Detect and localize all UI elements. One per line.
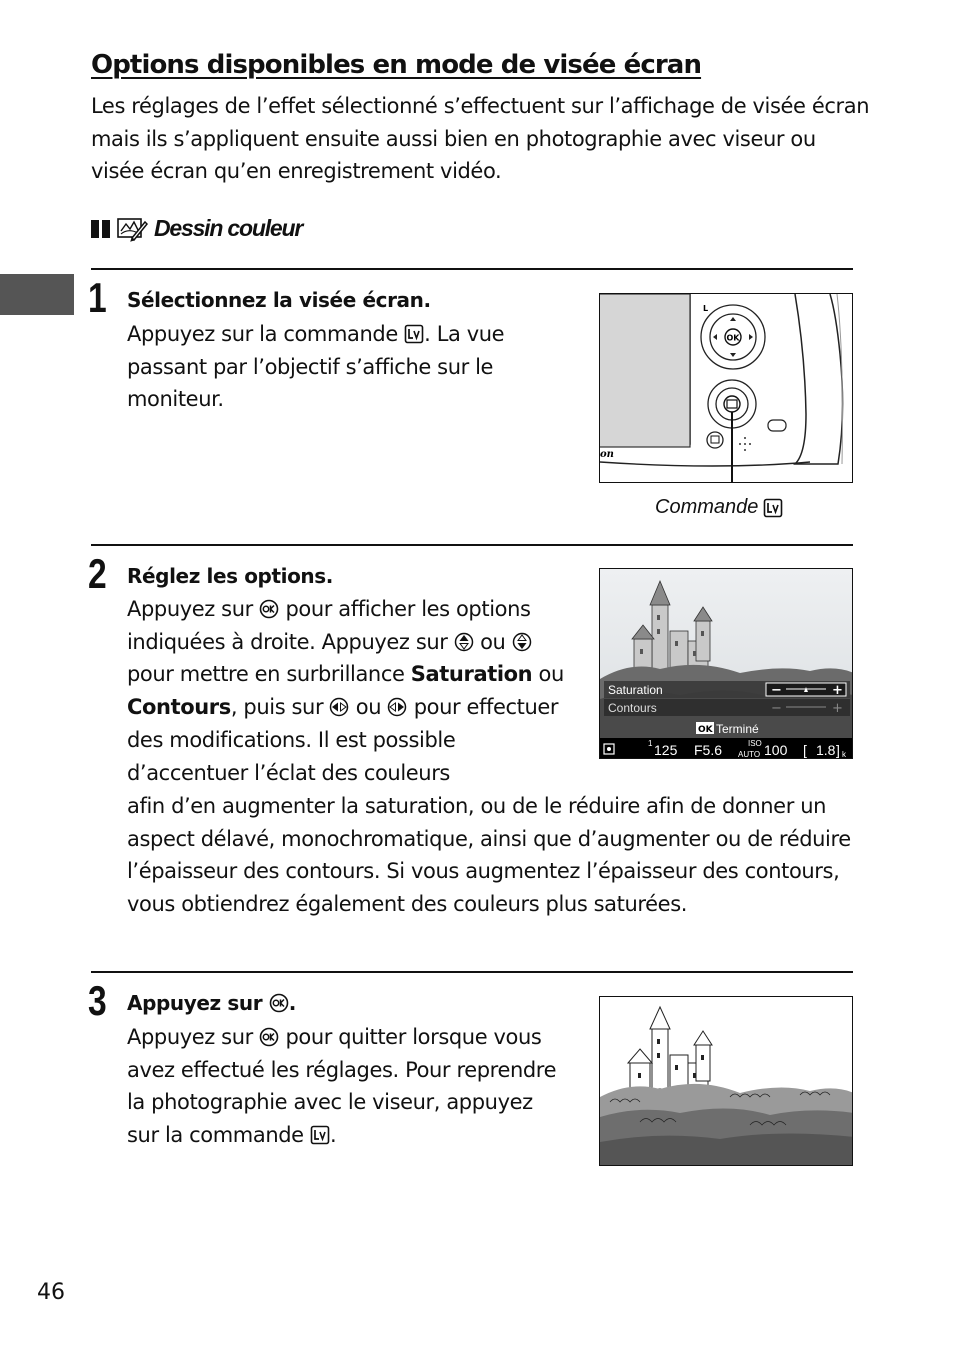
ok-button-icon [259, 1027, 279, 1047]
lock-switch-label: L [703, 304, 709, 313]
lv-button-icon [404, 324, 424, 344]
multi-selector-up-icon [454, 632, 474, 652]
camera-back-illustration [599, 293, 853, 483]
slider-plus-label-2: + [832, 701, 843, 716]
slider-minus-label: − [771, 683, 782, 698]
multi-selector-left-icon [329, 697, 349, 717]
ok-button-icon [259, 599, 279, 619]
multi-selector-right-icon [387, 697, 407, 717]
aperture: F5.6 [694, 742, 723, 758]
step-2-number: 2 [88, 550, 106, 597]
color-sketch-icon [116, 216, 148, 242]
page-number: 46 [37, 1280, 65, 1305]
ok-label: OK [726, 333, 740, 343]
step-3-number: 3 [88, 977, 106, 1024]
subsection-heading [91, 215, 302, 242]
section-marker-icon [91, 220, 110, 238]
ok-badge: OK [698, 725, 713, 735]
figure-caption: Commande [655, 496, 783, 519]
step-2-body: Appuyez sur pour afficher les options indiquées à droite. Appuyez sur ou pour mettre en surbrillance Saturation ou Contours, puis sur ou pour effectuer des modifications. Il est possible d’accentuer l’éclat des couleurs [127, 597, 564, 785]
step-3-rule [91, 971, 853, 973]
live-view-screen [599, 568, 853, 759]
iso-value: 100 [764, 742, 788, 758]
step-2-body-continued: afin d’en augmenter la saturation, ou de le réduire afin de donner un aspect délavé, monochromatique, ainsi que d’augmenter ou de réduire l’épaisseur des contours. Si vous augmentez l’épaisseur des contours, vous obtiendrez également des couleurs plus saturées. [127, 794, 851, 917]
iso-label: ISO [748, 739, 762, 748]
multi-selector-down-icon [512, 632, 532, 652]
lv-button-icon [310, 1125, 330, 1145]
done-label: Terminé [716, 722, 759, 736]
step-3-title: Appuyez sur . [127, 991, 296, 1015]
menu-item-saturation: Saturation [608, 683, 663, 697]
remaining-unit: k [842, 750, 846, 759]
step-1-number: 1 [88, 274, 106, 321]
page-title: Options disponibles en mode de visée écran [91, 50, 702, 80]
shutter-den: 125 [654, 742, 678, 758]
step-1-body: Appuyez sur la commande . La vue passant par l’objectif s’affiche sur le moniteur. [127, 322, 505, 412]
camera-back-drawing [600, 294, 853, 483]
step-1-rule [91, 268, 853, 270]
shutter-num: 1 [648, 739, 653, 748]
menu-item-contours: Contours [608, 701, 657, 715]
live-view-drawing [600, 569, 853, 759]
slider-minus-label-2: − [771, 701, 782, 716]
iso-mode: AUTO [738, 750, 761, 759]
sketch-result-drawing [600, 997, 853, 1166]
slider-plus-label: + [832, 683, 843, 698]
svg-text:[: [ [803, 742, 807, 758]
svg-text:]: ] [836, 742, 840, 758]
intro-paragraph: Les réglages de l’effet sélectionné s’effectuent sur l’affichage de visée écran mais ils s’appliquent ensuite aussi bien en photographie avec viseur ou visée écran qu’en enregistrement vidéo. [91, 94, 870, 183]
remaining-shots: 1.8 [816, 742, 836, 758]
brand-fragment: on [600, 449, 614, 460]
step-3-body: Appuyez sur pour quitter lorsque vous avez effectué les réglages. Pour reprendre la photographie avec le viseur, appuyez sur la commande . [127, 1025, 557, 1148]
step-2-title: Réglez les options. [127, 564, 333, 588]
sketch-result-photo [599, 996, 853, 1166]
step-1-title: Sélectionnez la visée écran. [127, 288, 431, 312]
ok-button-icon [269, 993, 289, 1013]
step-2-rule [91, 544, 853, 546]
subsection-label: Dessin couleur [154, 215, 303, 241]
section-tab-marker [0, 274, 74, 315]
lv-button-icon [763, 498, 783, 518]
